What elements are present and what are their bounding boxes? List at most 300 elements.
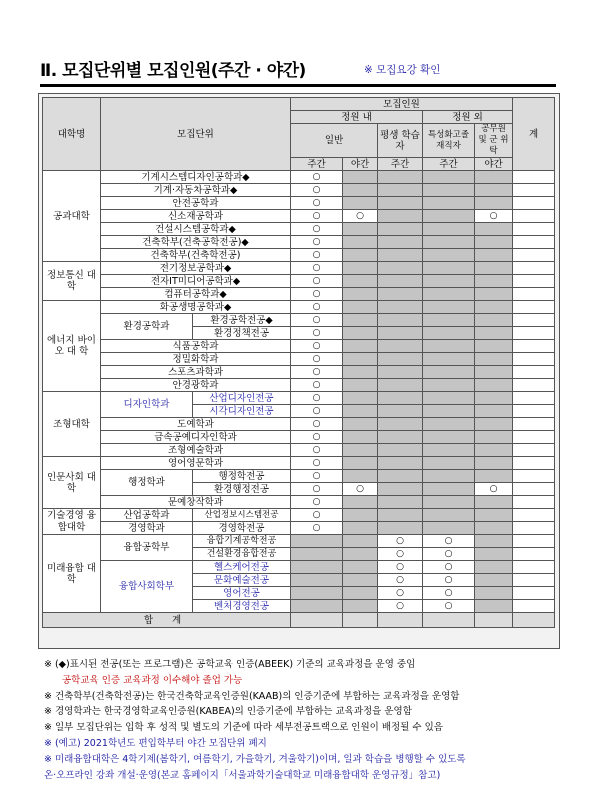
mark-cell: ○ — [378, 561, 423, 574]
shaded-cell — [423, 483, 475, 496]
title-bar — [40, 56, 556, 82]
shaded-cell — [343, 184, 378, 197]
mark-cell: ○ — [291, 353, 343, 366]
total-cell — [513, 600, 555, 613]
total-cell — [513, 262, 555, 275]
mark-cell: ○ — [291, 483, 343, 496]
mark-cell: ○ — [291, 262, 343, 275]
mark-cell: ○ — [291, 301, 343, 314]
total-cell — [513, 379, 555, 392]
total-cell — [513, 275, 555, 288]
mark-cell: ○ — [378, 535, 423, 548]
table-row — [43, 184, 555, 197]
table-row — [43, 496, 555, 509]
table-row — [43, 275, 555, 288]
table-row — [43, 262, 555, 275]
college-cell: 미래융합 대 학 — [43, 535, 101, 613]
table-row — [43, 249, 555, 262]
dept-cell: 정밀화학과 — [101, 353, 291, 366]
shaded-cell — [343, 301, 378, 314]
table-row — [43, 431, 555, 444]
shaded-cell — [378, 496, 423, 509]
table-row — [43, 171, 555, 184]
total-cell — [378, 613, 423, 628]
shaded-cell — [378, 340, 423, 353]
note-notice: ※ (예고) 2021학년도 편입학부터 야간 모집단위 폐지 — [44, 737, 267, 749]
table-row — [43, 561, 555, 574]
mark-cell: ○ — [291, 327, 343, 340]
shaded-cell — [475, 496, 513, 509]
mark-cell: ○ — [423, 535, 475, 548]
shaded-cell — [475, 548, 513, 561]
shaded-cell — [378, 301, 423, 314]
shaded-cell — [343, 379, 378, 392]
shaded-cell — [475, 249, 513, 262]
total-cell — [513, 353, 555, 366]
dept-cell: 안경광학과 — [101, 379, 291, 392]
major-cell: 산업정보시스템전공 — [193, 509, 291, 522]
shaded-cell — [423, 522, 475, 535]
shaded-cell — [378, 457, 423, 470]
mark-cell: ○ — [291, 197, 343, 210]
table-row — [43, 366, 555, 379]
major-cell: 행정학전공 — [193, 470, 291, 483]
major-cell: 산업디자인전공 — [193, 392, 291, 405]
shaded-cell — [378, 418, 423, 431]
col-college: 대학명 — [43, 98, 101, 171]
shaded-cell — [423, 366, 475, 379]
dept-cell: 식품공학과 — [101, 340, 291, 353]
shaded-cell — [475, 275, 513, 288]
shaded-cell — [343, 288, 378, 301]
col-military: 공무원 및 군 위탁 — [475, 124, 513, 158]
shaded-cell — [343, 392, 378, 405]
shaded-cell — [423, 444, 475, 457]
shaded-cell — [423, 301, 475, 314]
table-row — [43, 340, 555, 353]
major-cell: 융합기계공학전공 — [193, 535, 291, 548]
total-cell — [513, 405, 555, 418]
shaded-cell — [343, 587, 378, 600]
shaded-cell — [423, 236, 475, 249]
shaded-cell — [423, 431, 475, 444]
shaded-cell — [475, 379, 513, 392]
total-cell — [513, 171, 555, 184]
major-cell: 환경행정전공 — [193, 483, 291, 496]
shaded-cell — [343, 405, 378, 418]
shaded-cell — [475, 418, 513, 431]
shaded-cell — [475, 470, 513, 483]
shaded-cell — [475, 457, 513, 470]
shaded-cell — [378, 392, 423, 405]
mark-cell: ○ — [291, 431, 343, 444]
shaded-cell — [475, 392, 513, 405]
total-cell — [513, 366, 555, 379]
college-cell: 조형대학 — [43, 392, 101, 457]
mark-cell: ○ — [291, 171, 343, 184]
shaded-cell — [475, 574, 513, 587]
total-row — [43, 613, 555, 628]
shaded-cell — [475, 535, 513, 548]
dept-cell: 신소재공학과 — [101, 210, 291, 223]
shaded-cell — [423, 509, 475, 522]
note-abeek: ※ (◆)표시된 전공(또는 프로그램)은 공학교육 인증(ABEEK) 기준의 교육과정을 운영 중임 — [44, 659, 416, 670]
total-cell — [513, 210, 555, 223]
shaded-cell — [343, 171, 378, 184]
shaded-cell — [423, 418, 475, 431]
total-cell — [513, 223, 555, 236]
shaded-cell — [423, 210, 475, 223]
dept-cell: 금속공예디자인학과 — [101, 431, 291, 444]
quota-table — [42, 97, 555, 628]
table-row — [43, 288, 555, 301]
shaded-cell — [343, 327, 378, 340]
total-cell — [513, 418, 555, 431]
total-cell — [513, 509, 555, 522]
college-cell: 기술경영 융합대학 — [43, 509, 101, 535]
shaded-cell — [475, 288, 513, 301]
shaded-cell — [423, 249, 475, 262]
shaded-cell — [378, 353, 423, 366]
col-special-day: 주간 — [423, 158, 475, 171]
mark-cell: ○ — [423, 561, 475, 574]
mark-cell: ○ — [378, 587, 423, 600]
shaded-cell — [423, 275, 475, 288]
shaded-cell — [378, 236, 423, 249]
shaded-cell — [475, 561, 513, 574]
total-cell — [513, 301, 555, 314]
total-cell — [513, 483, 555, 496]
shaded-cell — [475, 522, 513, 535]
note-kabea: ※ 경영학과는 한국경영학교육인증원(KABEA)의 인증기준에 부합하는 교육과정을 운영함 — [44, 706, 412, 718]
major-cell: 영어전공 — [193, 587, 291, 600]
shaded-cell — [423, 496, 475, 509]
mark-cell: ○ — [343, 483, 378, 496]
table-row — [43, 379, 555, 392]
col-special: 특성화고졸 재직자 — [423, 124, 475, 158]
shaded-cell — [343, 418, 378, 431]
shaded-cell — [378, 171, 423, 184]
mark-cell: ○ — [291, 210, 343, 223]
mark-cell: ○ — [423, 548, 475, 561]
total-cell — [513, 613, 555, 628]
total-cell — [513, 392, 555, 405]
mark-cell: ○ — [343, 210, 378, 223]
col-lifelong: 평생 학습자 — [378, 124, 423, 158]
shaded-cell — [475, 236, 513, 249]
shaded-cell — [378, 470, 423, 483]
total-cell — [513, 197, 555, 210]
major-cell: 건설환경융합전공 — [193, 548, 291, 561]
shaded-cell — [343, 509, 378, 522]
shaded-cell — [378, 210, 423, 223]
mark-cell: ○ — [291, 236, 343, 249]
shaded-cell — [475, 171, 513, 184]
dept-cell: 안전공학과 — [101, 197, 291, 210]
total-cell — [513, 444, 555, 457]
col-general-day: 주간 — [291, 158, 343, 171]
shaded-cell — [475, 262, 513, 275]
major-cell: 환경공학전공◆ — [193, 314, 291, 327]
total-cell — [513, 314, 555, 327]
shaded-cell — [423, 327, 475, 340]
table-row — [43, 522, 555, 535]
total-cell — [513, 587, 555, 600]
shaded-cell — [378, 405, 423, 418]
col-outside: 정원 외 — [423, 111, 513, 124]
total-cell — [513, 431, 555, 444]
shaded-cell — [343, 574, 378, 587]
shaded-cell — [475, 366, 513, 379]
shaded-cell — [423, 405, 475, 418]
shaded-cell — [343, 444, 378, 457]
shaded-cell — [378, 509, 423, 522]
table-row — [43, 418, 555, 431]
mark-cell: ○ — [291, 496, 343, 509]
shaded-cell — [475, 184, 513, 197]
college-cell: 에너지 바이오 대 학 — [43, 301, 101, 392]
col-military-night: 야간 — [475, 158, 513, 171]
shaded-cell — [343, 470, 378, 483]
shaded-cell — [343, 457, 378, 470]
shaded-cell — [423, 171, 475, 184]
shaded-cell — [423, 457, 475, 470]
note-future: ※ 미래융합대학은 4학기제(봄학기, 여름학기, 가을학기, 겨울학기)이며, 일과 학습을 병행할 수 있도록 — [44, 753, 466, 765]
table-row — [43, 444, 555, 457]
mark-cell: ○ — [475, 483, 513, 496]
shaded-cell — [378, 197, 423, 210]
notes — [44, 657, 564, 783]
shaded-cell — [423, 392, 475, 405]
shaded-cell — [423, 184, 475, 197]
shaded-cell — [378, 288, 423, 301]
col-general: 일반 — [291, 124, 378, 158]
shaded-cell — [475, 444, 513, 457]
dept-cell: 환경공학과 — [101, 314, 193, 340]
dept-cell: 건축학부(건축공학전공)◆ — [101, 236, 291, 249]
shaded-cell — [378, 379, 423, 392]
shaded-cell — [475, 405, 513, 418]
total-cell — [513, 327, 555, 340]
major-cell: 환경정책전공 — [193, 327, 291, 340]
title-underline — [40, 84, 556, 87]
shaded-cell — [475, 587, 513, 600]
major-cell: 헬스케어전공 — [193, 561, 291, 574]
mark-cell: ○ — [291, 288, 343, 301]
mark-cell: ○ — [291, 470, 343, 483]
shaded-cell — [343, 548, 378, 561]
shaded-cell — [291, 561, 343, 574]
shaded-cell — [423, 197, 475, 210]
dept-cell: 화공생명공학과◆ — [101, 301, 291, 314]
mark-cell: ○ — [291, 418, 343, 431]
shaded-cell — [378, 249, 423, 262]
mark-cell: ○ — [291, 249, 343, 262]
shaded-cell — [423, 379, 475, 392]
dept-cell: 도예학과 — [101, 418, 291, 431]
shaded-cell — [475, 509, 513, 522]
table-row — [43, 353, 555, 366]
dept-cell: 컴퓨터공학과◆ — [101, 288, 291, 301]
shaded-cell — [343, 340, 378, 353]
shaded-cell — [291, 535, 343, 548]
note-kaab: ※ 건축학부(건축학전공)는 한국건축학교육인증원(KAAB)의 인증기준에 부합하는 교육과정을 운영함 — [44, 690, 460, 702]
title-note: ※ 모집요강 확인 — [364, 64, 441, 76]
mark-cell: ○ — [423, 574, 475, 587]
shaded-cell — [343, 314, 378, 327]
page-title: Ⅱ. 모집단위별 모집인원(주간 · 야간) — [40, 61, 306, 81]
dept-cell: 융합공학부 — [101, 535, 193, 561]
mark-cell: ○ — [378, 548, 423, 561]
mark-cell: ○ — [291, 184, 343, 197]
table-row — [43, 223, 555, 236]
shaded-cell — [343, 366, 378, 379]
shaded-cell — [423, 223, 475, 236]
shaded-cell — [423, 288, 475, 301]
dept-cell: 영어영문학과 — [101, 457, 291, 470]
table-row — [43, 314, 555, 327]
dept-cell: 전기정보공학과◆ — [101, 262, 291, 275]
dept-cell: 행정학과 — [101, 470, 193, 496]
shaded-cell — [378, 366, 423, 379]
total-cell — [513, 249, 555, 262]
shaded-cell — [343, 197, 378, 210]
shaded-cell — [423, 314, 475, 327]
mark-cell: ○ — [291, 366, 343, 379]
shaded-cell — [378, 327, 423, 340]
shaded-cell — [378, 444, 423, 457]
shaded-cell — [343, 353, 378, 366]
shaded-cell — [423, 470, 475, 483]
col-total: 계 — [513, 98, 555, 171]
dept-cell: 융합사회학부 — [101, 561, 193, 613]
total-cell — [513, 236, 555, 249]
dept-cell: 기계시스템디자인공학과◆ — [101, 171, 291, 184]
total-cell — [513, 457, 555, 470]
col-quota: 모집인원 — [291, 98, 513, 111]
shaded-cell — [378, 522, 423, 535]
shaded-cell — [378, 184, 423, 197]
shaded-cell — [423, 262, 475, 275]
shaded-cell — [343, 600, 378, 613]
college-cell: 공과대학 — [43, 171, 101, 262]
shaded-cell — [475, 353, 513, 366]
mark-cell: ○ — [423, 600, 475, 613]
dept-cell: 조형예술학과 — [101, 444, 291, 457]
mark-cell: ○ — [291, 509, 343, 522]
mark-cell: ○ — [291, 314, 343, 327]
shaded-cell — [378, 483, 423, 496]
shaded-cell — [343, 496, 378, 509]
dept-cell: 디자인학과 — [101, 392, 193, 418]
shaded-cell — [378, 223, 423, 236]
dept-cell: 전자IT미디어공학과◆ — [101, 275, 291, 288]
major-cell: 시각디자인전공 — [193, 405, 291, 418]
mark-cell: ○ — [291, 444, 343, 457]
table-row — [43, 535, 555, 548]
total-label: 합 계 — [43, 613, 291, 628]
shaded-cell — [423, 353, 475, 366]
total-cell — [513, 288, 555, 301]
mark-cell: ○ — [378, 574, 423, 587]
total-cell — [513, 470, 555, 483]
mark-cell: ○ — [291, 405, 343, 418]
table-row — [43, 301, 555, 314]
shaded-cell — [378, 314, 423, 327]
total-cell — [513, 561, 555, 574]
shaded-cell — [291, 574, 343, 587]
table-row — [43, 470, 555, 483]
table-row — [43, 236, 555, 249]
mark-cell: ○ — [291, 392, 343, 405]
shaded-cell — [343, 249, 378, 262]
mark-cell: ○ — [378, 600, 423, 613]
shaded-cell — [475, 340, 513, 353]
mark-cell: ○ — [291, 522, 343, 535]
shaded-cell — [343, 431, 378, 444]
dept-cell: 건축학부(건축학전공) — [101, 249, 291, 262]
dept-cell: 건설시스템공학과◆ — [101, 223, 291, 236]
mark-cell: ○ — [291, 275, 343, 288]
shaded-cell — [423, 340, 475, 353]
note-abeek-detail: 공학교육 인증 교육과정 이수해야 졸업 가능 — [62, 674, 243, 686]
col-lifelong-day: 주간 — [378, 158, 423, 171]
shaded-cell — [343, 236, 378, 249]
dept-cell: 스포츠과학과 — [101, 366, 291, 379]
shaded-cell — [343, 223, 378, 236]
shaded-cell — [291, 587, 343, 600]
note-future-detail: 온·오프라인 강좌 개설·운영(본교 홈페이지「서울과학기술대학교 미래융합대학 운영규정」참고) — [44, 769, 441, 781]
college-cell: 인문사회 대 학 — [43, 457, 101, 509]
mark-cell: ○ — [291, 379, 343, 392]
dept-cell: 경영학과 — [101, 522, 193, 535]
table-row — [43, 197, 555, 210]
total-cell — [291, 613, 343, 628]
total-cell — [513, 184, 555, 197]
shaded-cell — [475, 431, 513, 444]
col-unit: 모집단위 — [101, 98, 291, 171]
shaded-cell — [343, 262, 378, 275]
shaded-cell — [475, 223, 513, 236]
major-cell: 경영학전공 — [193, 522, 291, 535]
major-cell: 문화예술전공 — [193, 574, 291, 587]
col-within: 정원 내 — [291, 111, 423, 124]
shaded-cell — [475, 197, 513, 210]
shaded-cell — [343, 522, 378, 535]
table-row — [43, 210, 555, 223]
shaded-cell — [378, 262, 423, 275]
shaded-cell — [291, 600, 343, 613]
mark-cell: ○ — [291, 457, 343, 470]
total-cell — [475, 613, 513, 628]
total-cell — [513, 340, 555, 353]
col-general-night: 야간 — [343, 158, 378, 171]
college-cell: 정보통신 대 학 — [43, 262, 101, 301]
dept-cell: 산업공학과 — [101, 509, 193, 522]
total-cell — [343, 613, 378, 628]
mark-cell: ○ — [291, 340, 343, 353]
shaded-cell — [343, 561, 378, 574]
shaded-cell — [475, 600, 513, 613]
total-cell — [513, 522, 555, 535]
dept-cell: 기계·자동차공학과◆ — [101, 184, 291, 197]
total-cell — [423, 613, 475, 628]
total-cell — [513, 548, 555, 561]
shaded-cell — [475, 314, 513, 327]
mark-cell: ○ — [423, 587, 475, 600]
shaded-cell — [378, 275, 423, 288]
shaded-cell — [343, 535, 378, 548]
